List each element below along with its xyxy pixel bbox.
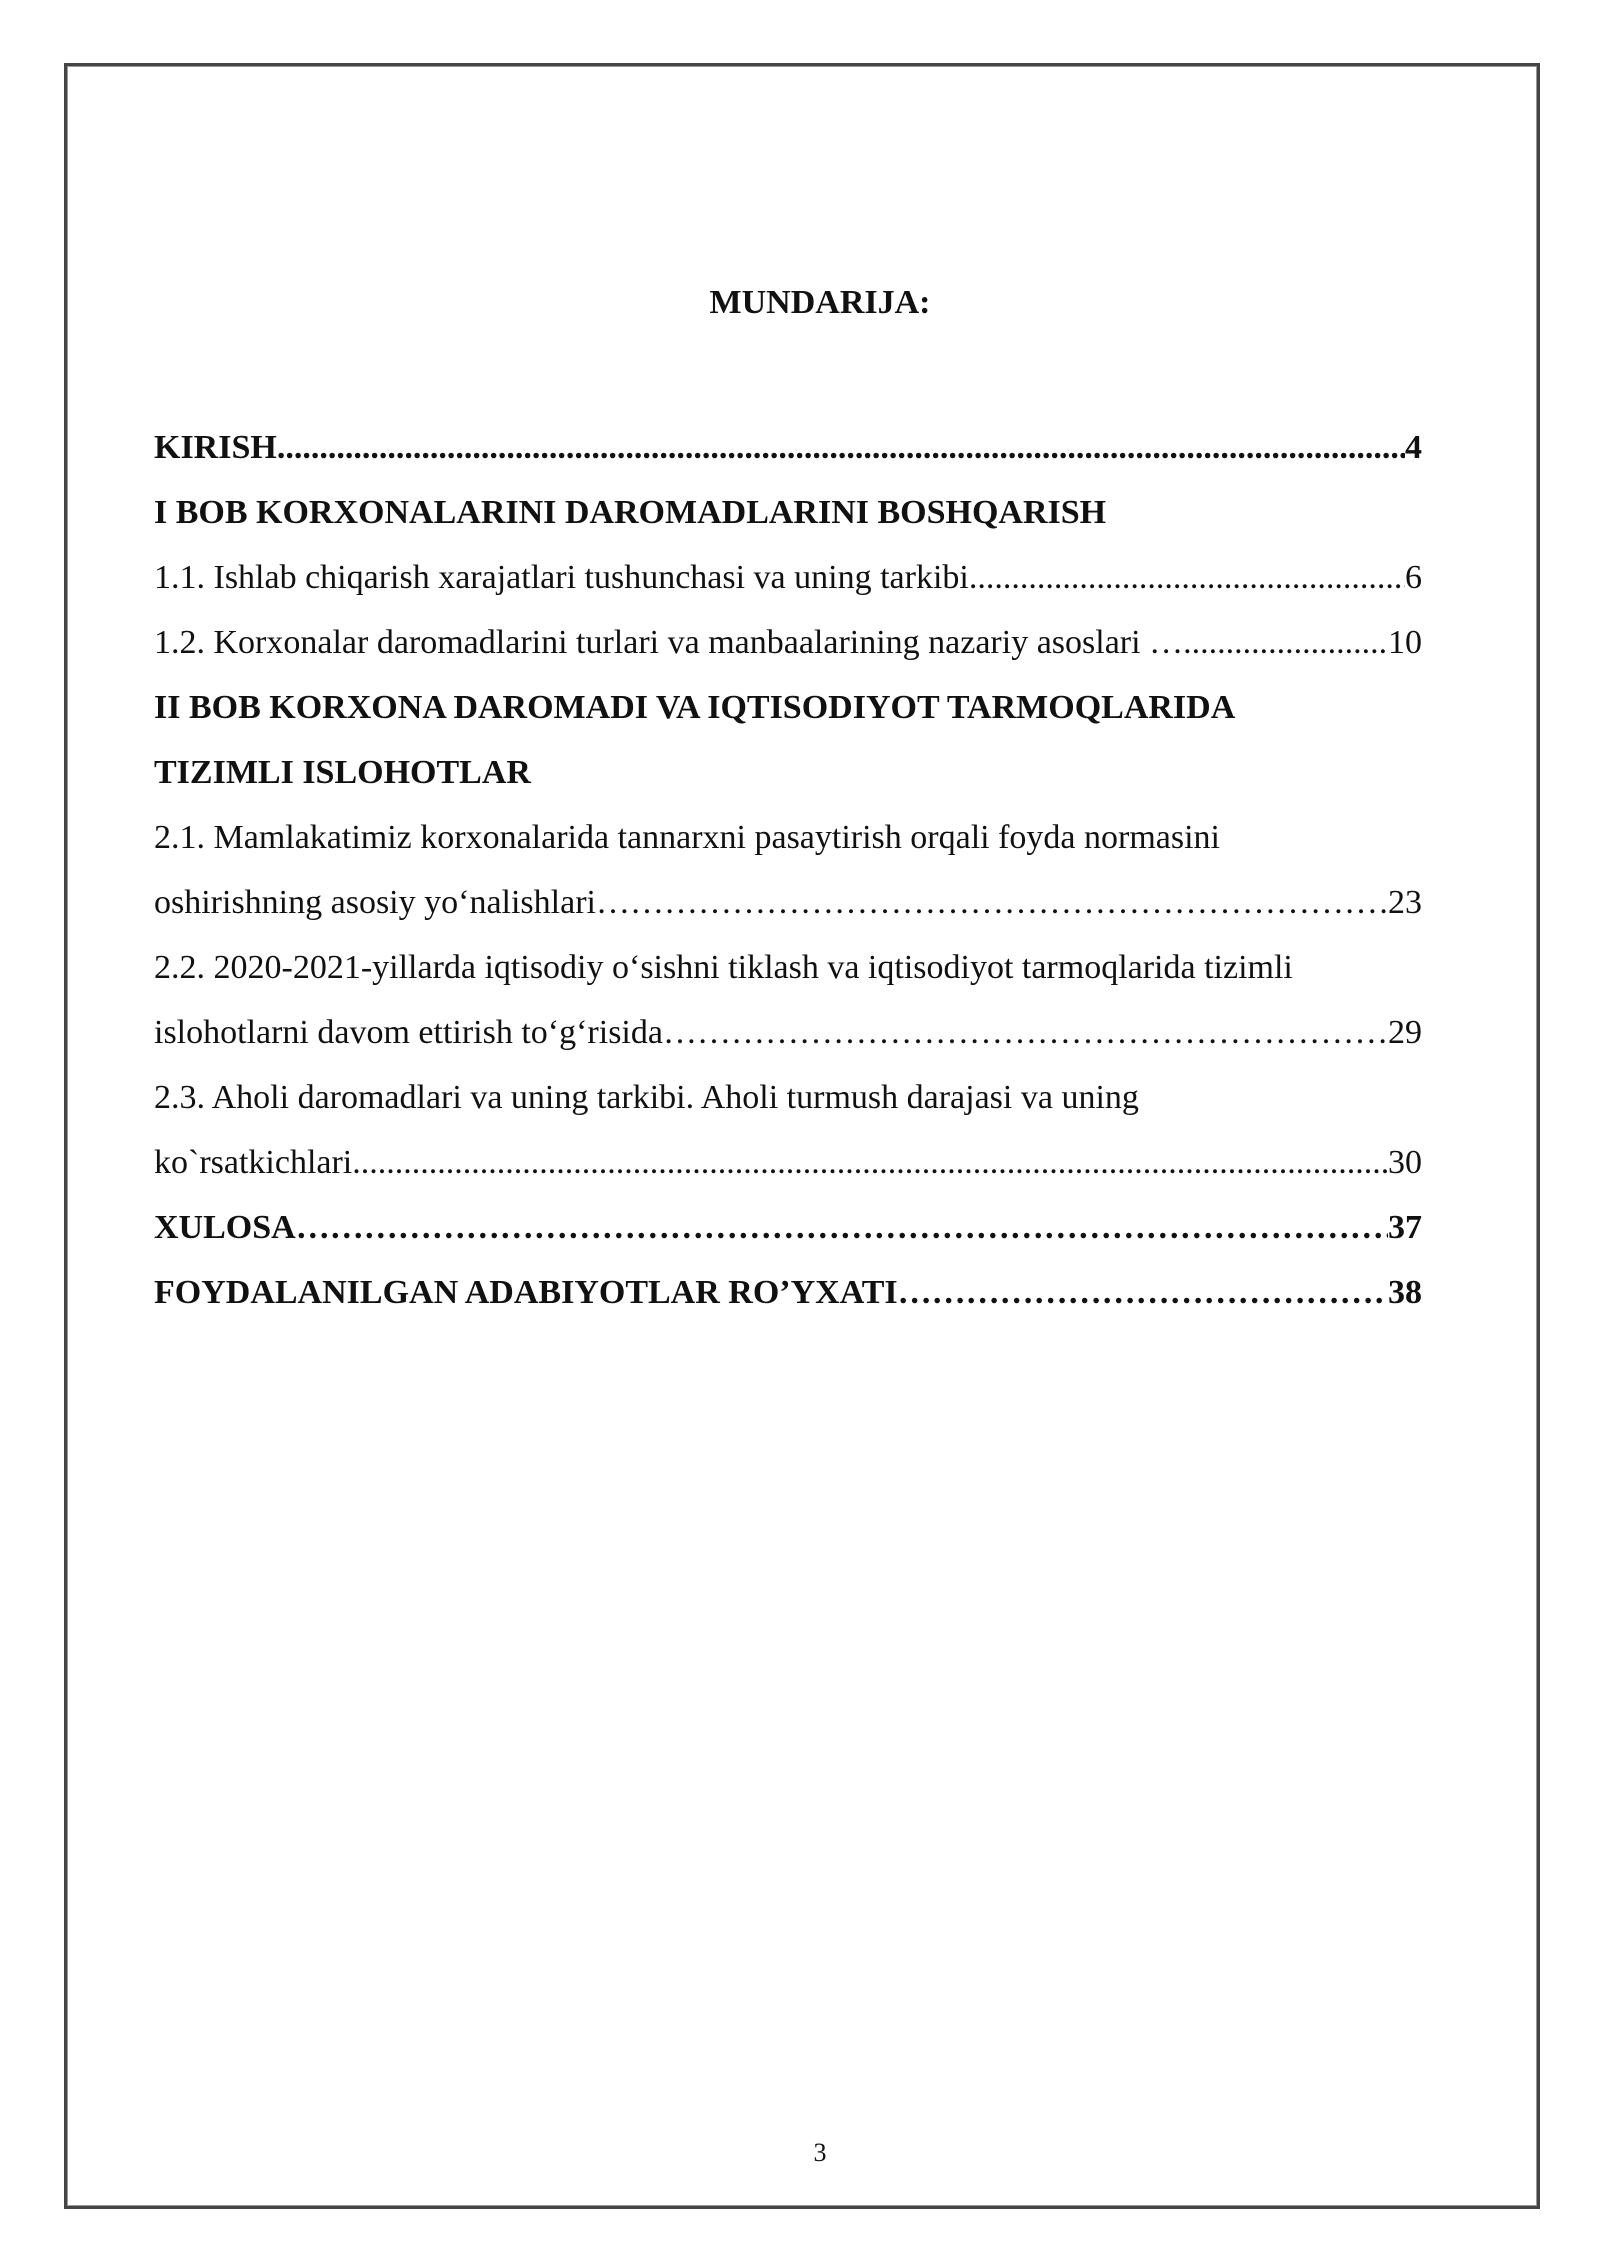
- toc-entry-text: 2.3. Aholi daromadlari va uning tarkibi. Aholi turmush darajasi va uning: [154, 1079, 1139, 1116]
- toc-entry-2-3-line-1[interactable]: [154, 1065, 1422, 1130]
- toc-entry-xulosa[interactable]: [154, 1195, 1422, 1260]
- toc-title: MUNDARIJA:: [709, 284, 931, 321]
- toc-leader: [969, 545, 1405, 610]
- toc-chapter-2-heading-line-2[interactable]: [154, 740, 1422, 805]
- toc-page-number: 38: [1388, 1274, 1422, 1311]
- toc-entry-2-1-line-2[interactable]: [154, 870, 1422, 935]
- toc-page-number: 30: [1388, 1144, 1422, 1181]
- toc-entry-text: 2.1. Mamlakatimiz korxonalarida tannarxni pasaytirish orqali foyda normasini: [154, 819, 1220, 856]
- toc-entry-text: KIRISH: [154, 429, 277, 466]
- toc-entry-text: II BOB KORXONA DAROMADI VA IQTISODIYOT TARMOQLARIDA: [154, 689, 1236, 726]
- toc-entry-text: ko`rsatkichlari: [154, 1144, 353, 1181]
- toc-entry-text: 2.2. 2020-2021-yillarda iqtisodiy o‘sishni tiklash va iqtisodiyot tarmoqlarida tizimli: [154, 949, 1293, 986]
- toc-page-number: 4: [1405, 429, 1422, 466]
- toc-entry-1-2[interactable]: [154, 610, 1422, 675]
- toc-entry-bibliography[interactable]: [154, 1260, 1422, 1325]
- toc-entry-text: 1.1. Ishlab chiqarish xarajatlari tushunchasi va uning tarkibi: [154, 559, 969, 596]
- toc-leader: [277, 415, 1405, 480]
- toc-entry-2-2-line-2[interactable]: [154, 1000, 1422, 1065]
- toc-page-number: 6: [1405, 559, 1422, 596]
- toc-leader: [352, 1130, 1388, 1195]
- toc-page-number: 37: [1388, 1209, 1422, 1246]
- toc-entry-2-1-line-1[interactable]: [154, 805, 1422, 870]
- toc-page-number: 29: [1388, 1014, 1422, 1051]
- toc-entry-text: I BOB KORXONALARINI DAROMADLARINI BOSHQARISH: [154, 494, 1107, 531]
- toc-entry-text: 1.2. Korxonalar daromadlarini turlari va manbaalarining nazariy asoslari …: [154, 624, 1184, 661]
- toc-leader: [663, 1000, 1388, 1065]
- toc-leader: [296, 1195, 1388, 1260]
- toc-chapter-1-heading[interactable]: [154, 480, 1422, 545]
- table-of-contents: [154, 415, 1422, 1325]
- toc-page-number: 10: [1388, 624, 1422, 661]
- toc-leader: [1183, 610, 1388, 675]
- toc-leader: [596, 870, 1388, 935]
- toc-entry-text: FOYDALANILGAN ADABIYOTLAR RO’YXATI: [154, 1274, 898, 1311]
- toc-entry-1-1[interactable]: [154, 545, 1422, 610]
- toc-entry-text: islohotlarni davom ettirish to‘g‘risida: [154, 1014, 663, 1051]
- toc-chapter-2-heading-line-1[interactable]: [154, 675, 1422, 740]
- toc-entry-kirish[interactable]: [154, 415, 1422, 480]
- toc-page-number: 23: [1388, 884, 1422, 921]
- toc-entry-2-2-line-1[interactable]: [154, 935, 1422, 1000]
- toc-entry-text: oshirishning asosiy yo‘nalishlari: [154, 884, 596, 921]
- toc-leader: [898, 1260, 1388, 1325]
- toc-entry-text: TIZIMLI ISLOHOTLAR: [154, 754, 531, 791]
- toc-entry-2-3-line-2[interactable]: [154, 1130, 1422, 1195]
- toc-entry-text: XULOSA: [154, 1209, 296, 1246]
- page-number: 3: [813, 2138, 827, 2167]
